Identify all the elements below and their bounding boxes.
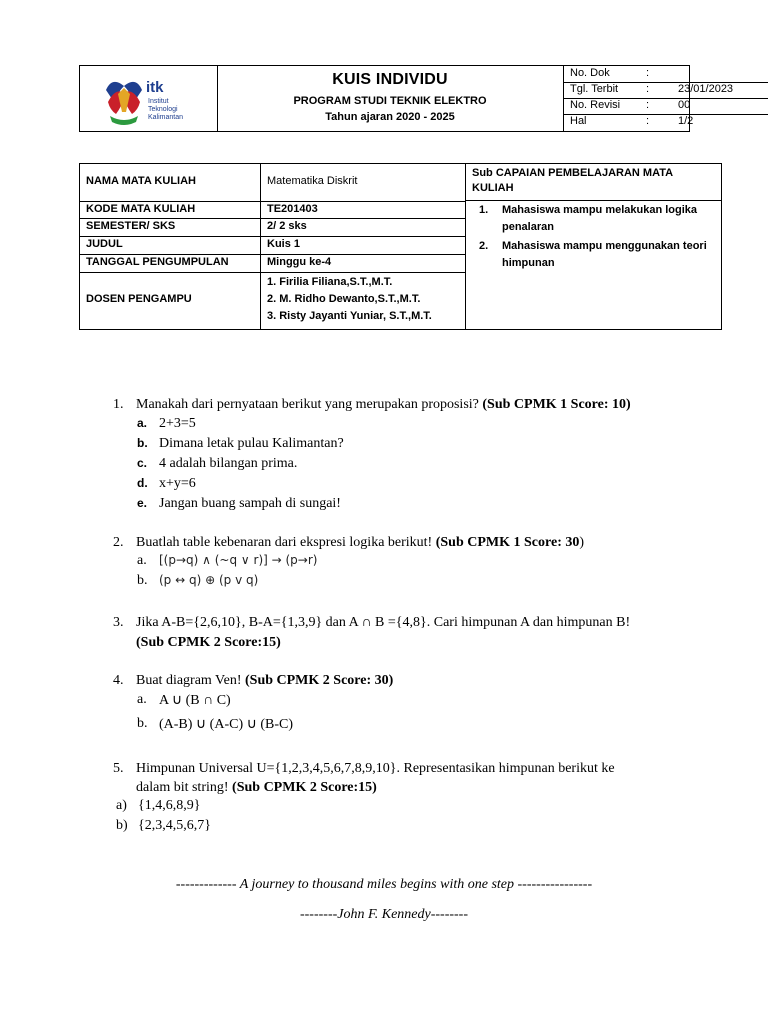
question-text: Jika A-B={2,6,10}, B-A={1,3,9} dan A ∩ B ={4,8}. Cari himpunan A dan himpunan B! <box>136 615 631 630</box>
logo-cell <box>80 66 218 131</box>
program-name: PROGRAM STUDI TEKNIK ELEKTRO <box>293 95 487 107</box>
cpmk-list <box>474 202 714 274</box>
logo-line1: Institut <box>148 98 169 105</box>
row-deadline: TANGGAL PENGUMPULAN Minggu ke-4 <box>80 254 465 273</box>
question-score: (Sub CPMK 2 Score: 30) <box>245 673 394 688</box>
question-5-line2: dalam bit string! (Sub CPMK 2 Score:15) <box>136 780 377 795</box>
question-text: Buatlah table kebenaran dari ekspresi logika berikut! <box>136 535 433 550</box>
row-course-name: NAMA MATA KULIAH Matematika Diskrit <box>80 164 465 202</box>
cpmk-item: 2. Mahasiswa mampu menggunakan teori himpunan <box>479 240 707 269</box>
lecturer-2: 2. M. Ridho Dewanto,S.T.,M.T. <box>267 293 421 305</box>
question-text: Buat diagram Ven! <box>136 673 242 688</box>
question-text: Manakah dari pernyataan berikut yang merupakan proposisi? <box>136 397 479 412</box>
lecturer-3: 3. Risty Jayanti Yuniar, S.T.,M.T. <box>267 310 432 322</box>
quote-author: --------John F. Kennedy-------- <box>299 907 469 922</box>
cpmk-column <box>466 164 721 329</box>
itk-logo <box>102 72 202 128</box>
cpmk-item: 1. Mahasiswa mampu melakukan logika penalaran <box>479 204 698 233</box>
row-lecturers: DOSEN PENGAMPU 1. Firilia Filiana,S.T.,M.T. 2. M. Ridho Dewanto,S.T.,M.T. 3. Risty Jayanti Yuniar, S.T.,M.T. <box>80 272 465 329</box>
row-title: JUDUL Kuis 1 <box>80 236 465 255</box>
meta-row-revision: No. Revisi : 00 <box>564 98 768 115</box>
meta-row-page: Hal : 1/2 <box>570 115 694 127</box>
cpmk-title: Sub CAPAIAN PEMBELAJARAN MATA KULIAH <box>472 167 673 194</box>
academic-year: Tahun ajaran 2020 - 2025 <box>325 111 455 123</box>
question-3-score: (Sub CPMK 2 Score:15) <box>136 635 281 650</box>
quiz-title: KUIS INDIVIDU <box>332 71 448 88</box>
question-text: Himpunan Universal U={1,2,3,4,5,6,7,8,9,10}. Representasikan himpunan berikut ke <box>136 761 615 776</box>
document-header <box>79 65 734 132</box>
row-semester: SEMESTER/ SKS 2/ 2 sks <box>80 218 465 237</box>
meta-row-doc: No. Dok : <box>564 66 768 83</box>
logo-line3: Kalimantan <box>148 114 184 121</box>
course-info-table <box>79 163 722 330</box>
title-cell <box>217 66 564 131</box>
row-course-code: KODE MATA KULIAH TE201403 <box>80 201 465 219</box>
lecturer-1: 1. Firilia Filiana,S.T.,M.T. <box>267 276 393 288</box>
quote-text: ------------- A journey to thousand miles begins with one step ---------------- <box>175 877 593 892</box>
meta-row-date: Tgl. Terbit : 23/01/2023 <box>564 82 768 99</box>
meta-cell <box>564 66 734 131</box>
question-score: (Sub CPMK 1 Score: 10) <box>482 397 631 412</box>
question-score: (Sub CPMK 1 Score: 30 <box>435 535 580 550</box>
question-score: (Sub CPMK 2 Score:15) <box>232 780 377 795</box>
logo-line2: Teknologi <box>148 106 178 113</box>
logo-itk: itk <box>146 79 164 96</box>
